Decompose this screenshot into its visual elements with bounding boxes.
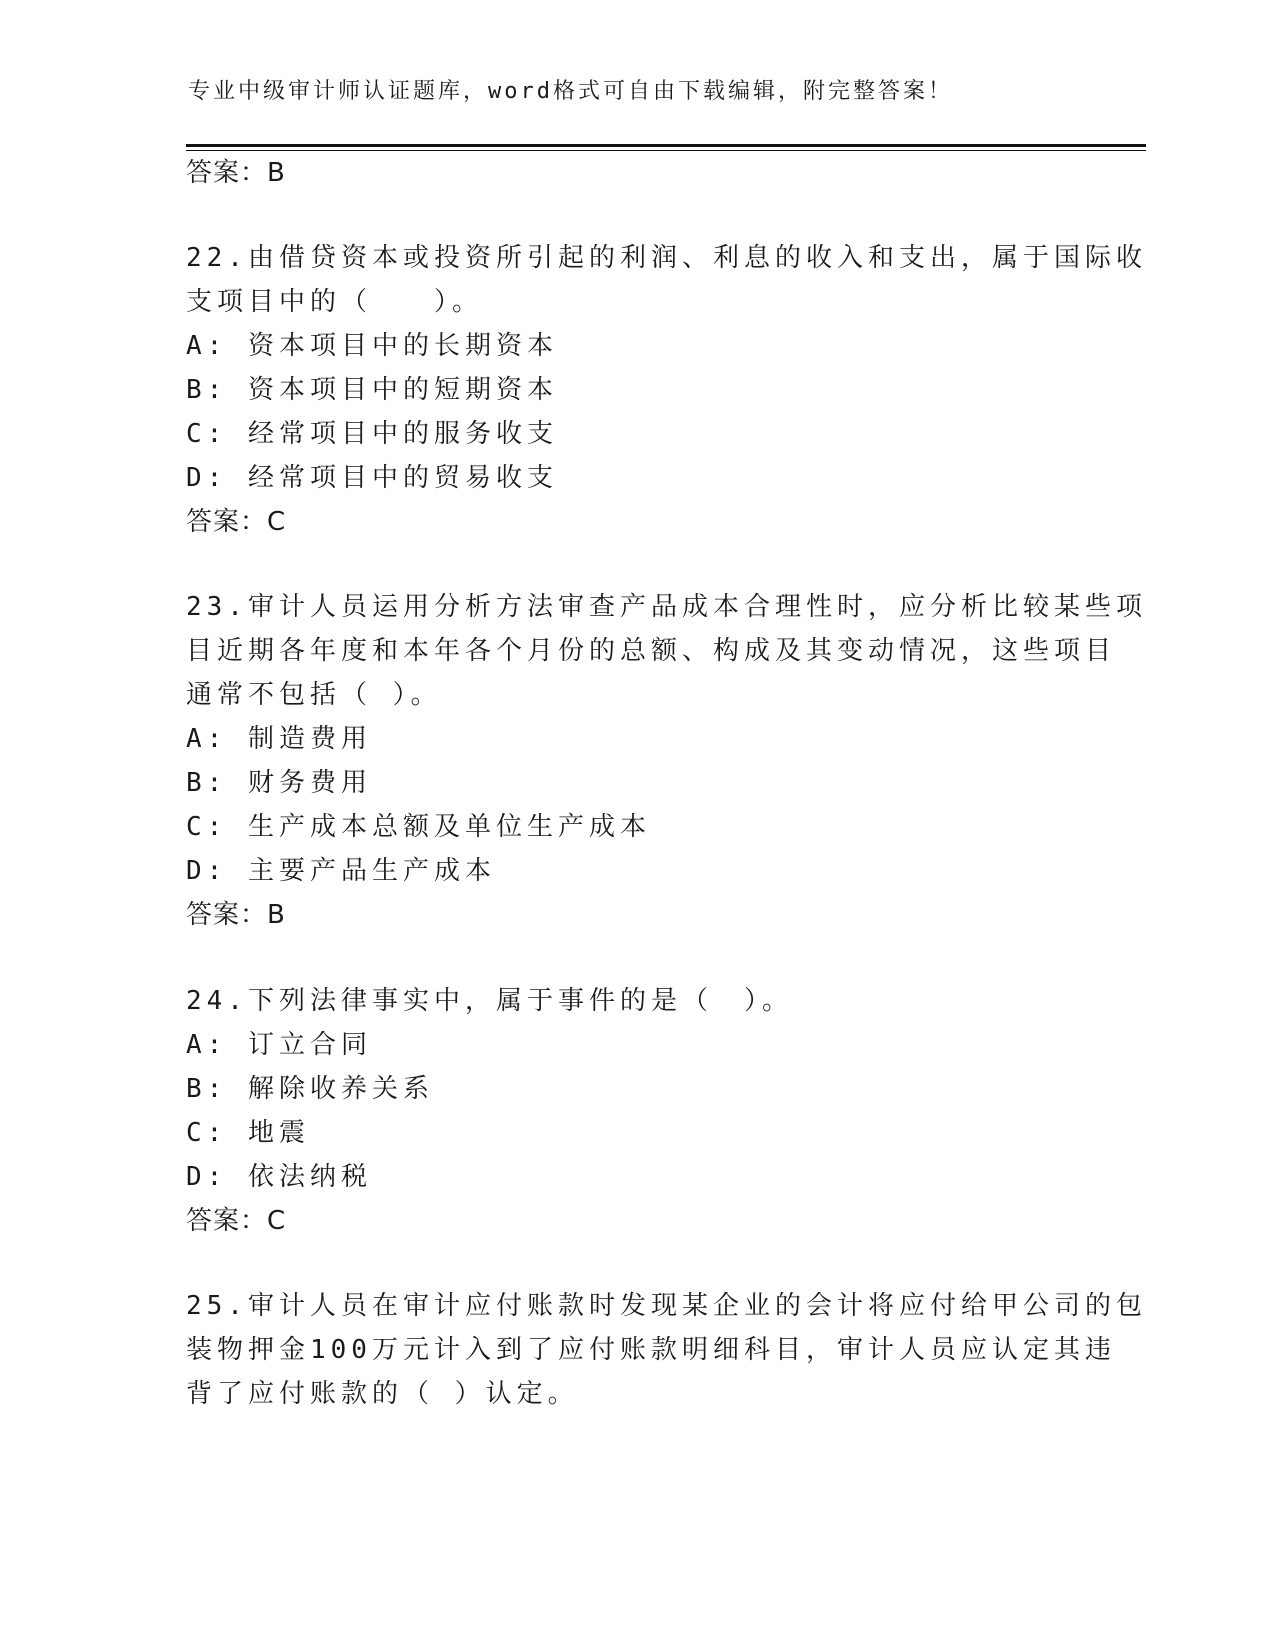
q22-option-d: D: 经常项目中的贸易收支 <box>186 463 558 493</box>
q22-option-c: C: 经常项目中的服务收支 <box>186 419 558 449</box>
q25-stem-line-3: 背了应付账款的（ ）认定。 <box>186 1379 579 1409</box>
q23-answer: 答案：B <box>186 900 286 930</box>
page-header: 专业中级审计师认证题库，word格式可自由下载编辑，附完整答案！ <box>188 79 953 104</box>
q22-stem-line-1: 22.由借贷资本或投资所引起的利润、利息的收入和支出，属于国际收 <box>186 243 1147 273</box>
q23-option-b: B: 财务费用 <box>186 768 372 798</box>
q24-stem-line-1: 24.下列法律事实中，属于事件的是（ ）。 <box>186 986 793 1016</box>
q24-option-b: B: 解除收养关系 <box>186 1074 434 1104</box>
answer-prev: 答案：B <box>186 158 286 188</box>
q24-option-d: D: 依法纳税 <box>186 1162 372 1192</box>
q24-answer: 答案：C <box>186 1206 287 1236</box>
q22-answer: 答案：C <box>186 507 287 537</box>
q22-option-b: B: 资本项目中的短期资本 <box>186 375 558 405</box>
q22-option-a: A: 资本项目中的长期资本 <box>186 331 558 361</box>
q23-stem-line-3: 通常不包括（ ）。 <box>186 680 442 710</box>
q25-stem-line-1: 25.审计人员在审计应付账款时发现某企业的会计将应付给甲公司的包 <box>186 1291 1147 1321</box>
q23-stem-line-2: 目近期各年度和本年各个月份的总额、构成及其变动情况，这些项目 <box>186 636 1117 666</box>
q23-stem-line-1: 23.审计人员运用分析方法审查产品成本合理性时，应分析比较某些项 <box>186 592 1147 622</box>
header-rule-thick <box>186 144 1146 147</box>
q23-option-c: C: 生产成本总额及单位生产成本 <box>186 812 651 842</box>
q23-option-d: D: 主要产品生产成本 <box>186 856 496 886</box>
q24-option-a: A: 订立合同 <box>186 1030 372 1060</box>
q22-stem-line-2: 支项目中的（ ）。 <box>186 287 484 317</box>
q25-stem-line-2: 装物押金100万元计入到了应付账款明细科目，审计人员应认定其违 <box>186 1335 1116 1365</box>
q24-option-c: C: 地震 <box>186 1118 310 1148</box>
header-rule-thin <box>186 150 1146 151</box>
q23-option-a: A: 制造费用 <box>186 724 372 754</box>
